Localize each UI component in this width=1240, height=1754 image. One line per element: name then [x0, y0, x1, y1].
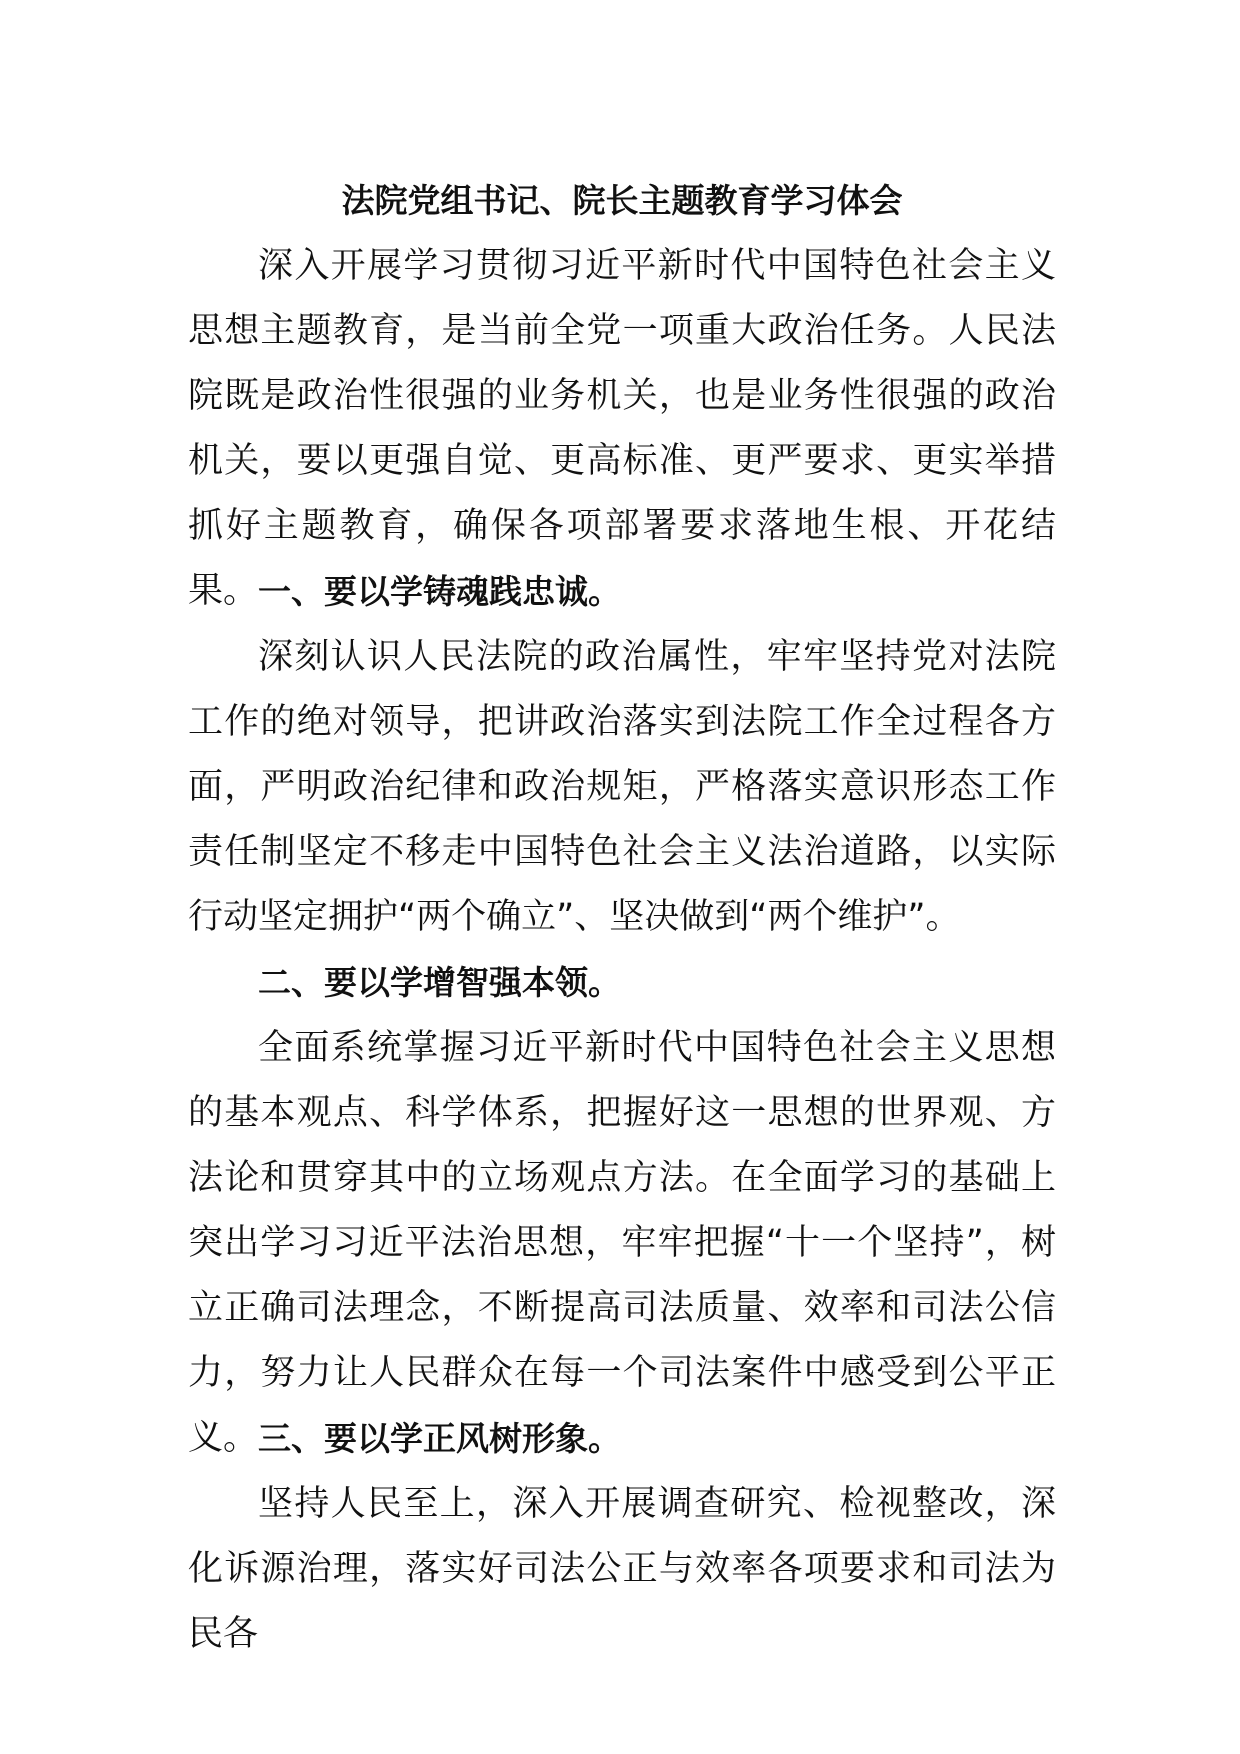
document-page — [188, 168, 1056, 1654]
intro-paragraph: 深入开展学习贯彻习近平新时代中国特色社会主义思想主题教育，是当前全党一项重大政治任务。人民法院既是政治性很强的业务机关，也是业务性很强的政治机关，要以更强自觉、更高标准、更严要求、更实举措抓好主题教育，确保各项部署要求落地生根、开花结果。 — [188, 246, 1056, 611]
section-1-heading: 一、要以学铸魂践忠诚。 — [258, 572, 621, 611]
section-2-heading: 二、要以学增智强本领。 — [258, 963, 621, 1002]
document-title: 法院党组书记、院长主题教育学习体会 — [341, 181, 903, 220]
section-3-heading: 三、要以学正风树形象。 — [258, 1419, 621, 1458]
section-1-body: 深刻认识人民法院的政治属性，牢牢坚持党对法院工作的绝对领导，把讲政治落实到法院工作全过程各方面，严明政治纪律和政治规矩，严格落实意识形态工作责任制坚定不移走中国特色社会主义法治道路，以实际行动坚定拥护“两个确立”、坚决做到“两个维护”。 — [188, 637, 1056, 937]
section-3-body: 坚持人民至上，深入开展调查研究、检视整改，深化诉源治理，落实好司法公正与效率各项要求和司法为民各 — [188, 1484, 1056, 1654]
section-2-body: 全面系统掌握习近平新时代中国特色社会主义思想的基本观点、科学体系，把握好这一思想的世界观、方法论和贯穿其中的立场观点方法。在全面学习的基础上突出学习习近平法治思想，牢牢把握“十一个坚持”，树立正确司法理念，不断提高司法质量、效率和司法公信力，努力让人民群众在每一个司法案件中感受到公平正义。 — [188, 1028, 1056, 1458]
